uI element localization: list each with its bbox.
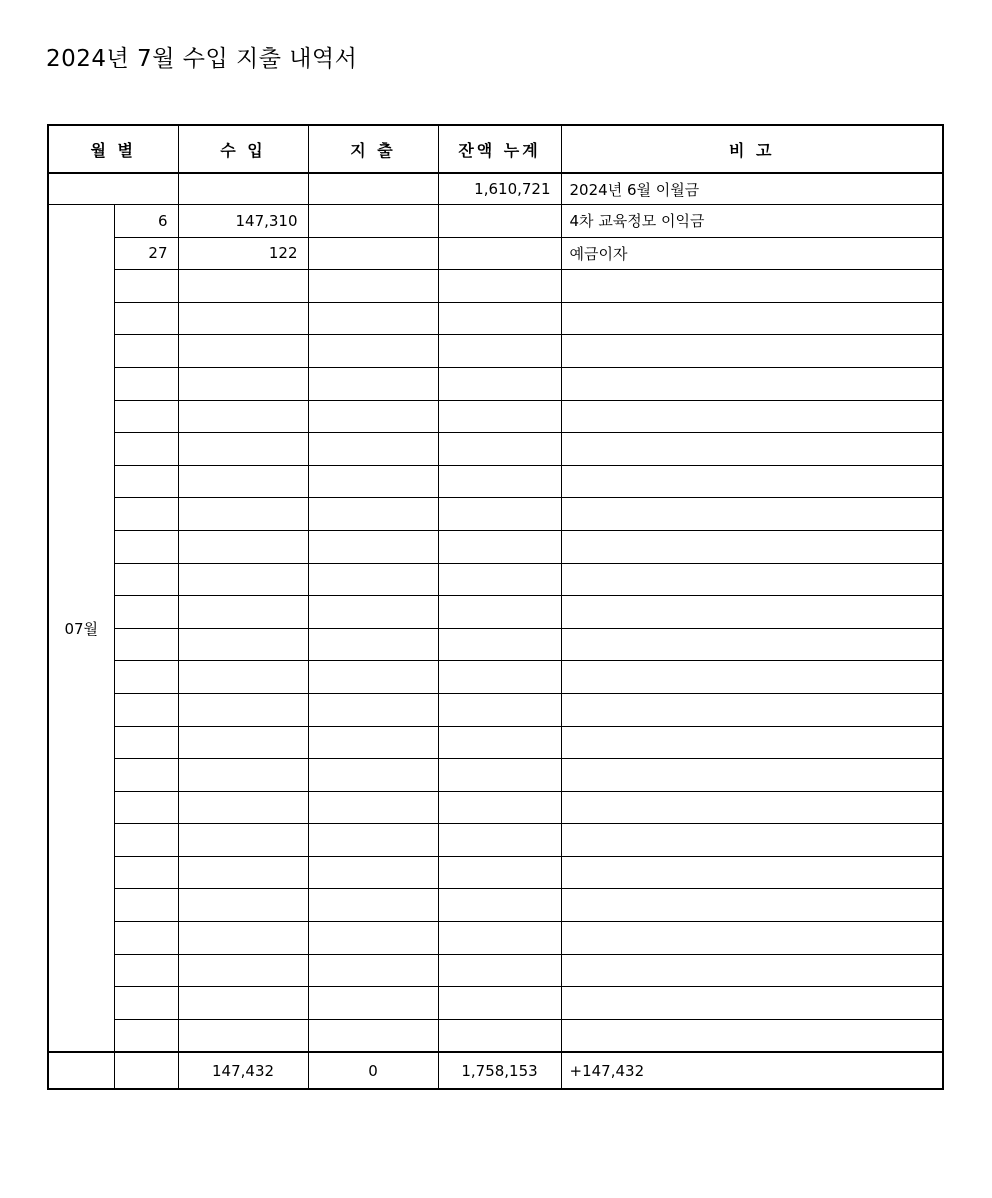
expense-cell <box>308 205 438 238</box>
table-row <box>48 1019 943 1052</box>
day-cell <box>114 1019 178 1052</box>
income-cell <box>178 563 308 596</box>
table-row <box>48 759 943 792</box>
table-row <box>48 628 943 661</box>
day-cell <box>114 270 178 303</box>
table-row <box>48 791 943 824</box>
balance-cell <box>438 270 561 303</box>
balance-cell <box>438 824 561 857</box>
day-cell <box>114 628 178 661</box>
expense-cell <box>308 824 438 857</box>
expense-cell <box>308 270 438 303</box>
ledger-body <box>48 173 943 1052</box>
note-cell <box>561 889 943 922</box>
day-cell <box>114 693 178 726</box>
day-cell <box>114 922 178 955</box>
balance-cell <box>438 987 561 1020</box>
note-cell <box>561 693 943 726</box>
balance-cell <box>438 628 561 661</box>
expense-cell <box>308 759 438 792</box>
income-cell <box>178 824 308 857</box>
expense-cell <box>308 661 438 694</box>
balance-cell <box>438 367 561 400</box>
expense-cell <box>308 693 438 726</box>
balance-cell <box>438 954 561 987</box>
income-cell <box>178 367 308 400</box>
day-cell <box>114 889 178 922</box>
table-row <box>48 367 943 400</box>
day-cell <box>114 563 178 596</box>
table-row <box>48 661 943 694</box>
table-row <box>48 726 943 759</box>
total-note: +147,432 <box>561 1052 943 1089</box>
day-cell: 6 <box>114 205 178 238</box>
day-cell <box>114 824 178 857</box>
table-row <box>48 824 943 857</box>
day-cell <box>114 367 178 400</box>
table-row <box>48 400 943 433</box>
table-row <box>48 465 943 498</box>
header-row <box>48 125 943 173</box>
balance-cell <box>438 791 561 824</box>
total-month-cell <box>48 1052 114 1089</box>
total-day-cell <box>114 1052 178 1089</box>
opening-note: 2024년 6월 이월금 <box>561 173 943 205</box>
day-cell <box>114 400 178 433</box>
income-cell <box>178 759 308 792</box>
note-cell <box>561 498 943 531</box>
balance-cell <box>438 237 561 270</box>
day-cell <box>114 335 178 368</box>
income-cell <box>178 922 308 955</box>
expense-cell <box>308 498 438 531</box>
day-cell <box>114 302 178 335</box>
balance-cell <box>438 498 561 531</box>
table-row <box>48 302 943 335</box>
ledger-table <box>47 124 944 1090</box>
income-cell <box>178 1019 308 1052</box>
note-cell <box>561 922 943 955</box>
note-cell <box>561 791 943 824</box>
income-cell <box>178 856 308 889</box>
expense-cell <box>308 302 438 335</box>
opening-balance: 1,610,721 <box>438 173 561 205</box>
expense-cell <box>308 335 438 368</box>
income-cell <box>178 661 308 694</box>
income-cell <box>178 498 308 531</box>
balance-cell <box>438 465 561 498</box>
month-label: 07월 <box>48 205 114 1053</box>
day-cell <box>114 433 178 466</box>
note-cell <box>561 954 943 987</box>
opening-month-cell <box>48 173 178 205</box>
balance-cell <box>438 922 561 955</box>
total-row <box>48 1052 943 1089</box>
income-cell <box>178 335 308 368</box>
day-cell <box>114 530 178 563</box>
income-cell <box>178 596 308 629</box>
opening-income-cell <box>178 173 308 205</box>
note-cell <box>561 987 943 1020</box>
header-month: 월 별 <box>48 125 178 173</box>
table-row <box>48 335 943 368</box>
table-row <box>48 530 943 563</box>
expense-cell <box>308 922 438 955</box>
expense-cell <box>308 596 438 629</box>
expense-cell <box>308 530 438 563</box>
balance-cell <box>438 530 561 563</box>
income-cell <box>178 628 308 661</box>
note-cell <box>561 661 943 694</box>
expense-cell <box>308 954 438 987</box>
opening-row <box>48 173 943 205</box>
note-cell <box>561 302 943 335</box>
note-cell <box>561 335 943 368</box>
expense-cell <box>308 367 438 400</box>
table-row <box>48 270 943 303</box>
day-cell <box>114 465 178 498</box>
balance-cell <box>438 400 561 433</box>
income-cell <box>178 302 308 335</box>
table-row <box>48 563 943 596</box>
day-cell <box>114 498 178 531</box>
balance-cell <box>438 693 561 726</box>
expense-cell <box>308 465 438 498</box>
balance-cell <box>438 596 561 629</box>
note-cell <box>561 759 943 792</box>
income-cell <box>178 400 308 433</box>
total-expense: 0 <box>308 1052 438 1089</box>
income-cell: 147,310 <box>178 205 308 238</box>
balance-cell <box>438 889 561 922</box>
income-cell <box>178 433 308 466</box>
note-cell <box>561 400 943 433</box>
day-cell <box>114 759 178 792</box>
note-cell <box>561 465 943 498</box>
table-row <box>48 237 943 270</box>
income-cell <box>178 954 308 987</box>
note-cell <box>561 1019 943 1052</box>
note-cell: 예금이자 <box>561 237 943 270</box>
balance-cell <box>438 302 561 335</box>
note-cell <box>561 530 943 563</box>
note-cell <box>561 856 943 889</box>
expense-cell <box>308 987 438 1020</box>
expense-cell <box>308 889 438 922</box>
table-row <box>48 922 943 955</box>
table-row <box>48 987 943 1020</box>
opening-expense-cell <box>308 173 438 205</box>
expense-cell <box>308 726 438 759</box>
balance-cell <box>438 563 561 596</box>
total-income: 147,432 <box>178 1052 308 1089</box>
expense-cell <box>308 237 438 270</box>
day-cell <box>114 661 178 694</box>
note-cell <box>561 367 943 400</box>
balance-cell <box>438 856 561 889</box>
balance-cell <box>438 433 561 466</box>
day-cell <box>114 954 178 987</box>
header-expense: 지 출 <box>308 125 438 173</box>
expense-cell <box>308 791 438 824</box>
balance-cell <box>438 335 561 368</box>
header-note: 비 고 <box>561 125 943 173</box>
note-cell <box>561 596 943 629</box>
income-cell <box>178 791 308 824</box>
income-cell <box>178 465 308 498</box>
income-cell <box>178 530 308 563</box>
header-income: 수 입 <box>178 125 308 173</box>
balance-cell <box>438 661 561 694</box>
note-cell <box>561 270 943 303</box>
balance-cell <box>438 1019 561 1052</box>
day-cell <box>114 856 178 889</box>
expense-cell <box>308 563 438 596</box>
balance-cell <box>438 726 561 759</box>
day-cell <box>114 726 178 759</box>
day-cell <box>114 987 178 1020</box>
note-cell <box>561 726 943 759</box>
expense-cell <box>308 433 438 466</box>
expense-cell <box>308 400 438 433</box>
day-cell <box>114 791 178 824</box>
note-cell <box>561 628 943 661</box>
income-cell <box>178 270 308 303</box>
table-row <box>48 205 943 238</box>
day-cell <box>114 596 178 629</box>
table-row <box>48 954 943 987</box>
income-cell <box>178 726 308 759</box>
total-balance: 1,758,153 <box>438 1052 561 1089</box>
balance-cell <box>438 205 561 238</box>
table-row <box>48 498 943 531</box>
header-balance: 잔액 누계 <box>438 125 561 173</box>
note-cell: 4차 교육정모 이익금 <box>561 205 943 238</box>
expense-cell <box>308 628 438 661</box>
income-cell <box>178 889 308 922</box>
table-row <box>48 596 943 629</box>
expense-cell <box>308 856 438 889</box>
table-row <box>48 433 943 466</box>
income-cell <box>178 987 308 1020</box>
balance-cell <box>438 759 561 792</box>
note-cell <box>561 563 943 596</box>
note-cell <box>561 824 943 857</box>
table-row <box>48 889 943 922</box>
day-cell: 27 <box>114 237 178 270</box>
income-cell <box>178 693 308 726</box>
expense-cell <box>308 1019 438 1052</box>
income-cell: 122 <box>178 237 308 270</box>
note-cell <box>561 433 943 466</box>
table-row <box>48 856 943 889</box>
document-title: 2024년 7월 수입 지출 내역서 <box>46 46 358 72</box>
table-row <box>48 693 943 726</box>
